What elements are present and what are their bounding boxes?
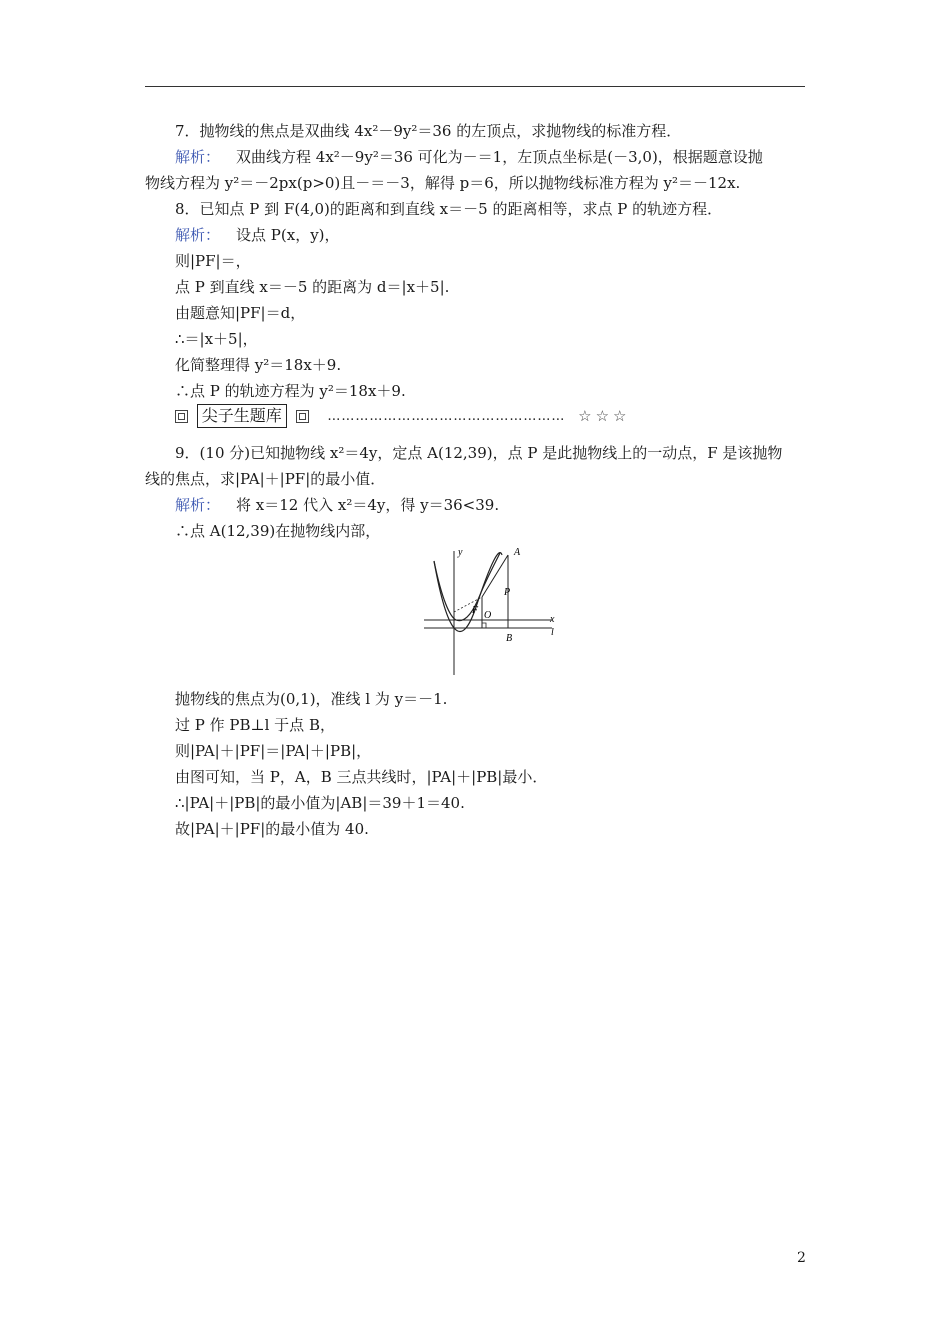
q8-step: 点 P 到直线 x＝－5 的距离为 d＝|x＋5|.	[175, 278, 450, 296]
q8-step: 由题意知|PF|＝d，	[175, 304, 306, 322]
label-y: y	[458, 547, 463, 558]
label-b: B	[506, 633, 513, 644]
label-a: A	[514, 547, 521, 558]
q7-solution-text1: 双曲线方程 4x²－9y²＝36 可化为－＝1，左顶点坐标是(－3,0)，根据题意设抛	[236, 148, 763, 166]
q9-solution-line1	[175, 494, 807, 516]
q9-step: ∴|PA|＋|PB|的最小值为|AB|＝39＋1＝40.	[175, 794, 465, 812]
q9-solution-line2: ∴点 A(12,39)在抛物线内部，	[175, 522, 381, 540]
q9-step: 故|PA|＋|PF|的最小值为 40.	[175, 820, 369, 838]
q8-step: ∴＝|x＋5|，	[175, 330, 258, 348]
q9-step: 由图可知，当 P，A，B 三点共线时，|PA|＋|PB|最小．	[175, 768, 548, 786]
square-icon	[296, 410, 309, 423]
q8-statement: 8．已知点 P 到 F(4,0)的距离和到直线 x＝－5 的距离相等，求点 P 的轨迹方程．	[175, 200, 723, 218]
difficulty-stars: ☆☆☆	[578, 407, 631, 425]
q8-jiexi-label: 解析：	[175, 226, 221, 244]
section-banner	[175, 404, 715, 430]
dotted-leader: ……………………………………………	[327, 408, 566, 424]
q9-statement-line1: 9．(10 分)已知抛物线 x²＝4y，定点 A(12,39)，点 P 是此抛物线上的一动点，F 是该抛物	[175, 444, 783, 462]
square-icon	[175, 410, 188, 423]
label-x: x	[550, 614, 555, 625]
q9-jiexi-label: 解析：	[175, 496, 221, 514]
q8-step: 则|PF|＝，	[175, 252, 251, 270]
right-angle-mark	[482, 623, 486, 628]
label-f: F	[472, 605, 479, 616]
label-o: O	[484, 610, 492, 621]
q9-step: 过 P 作 PB⊥l 于点 B，	[175, 716, 335, 734]
q7-solution-line2: 物线方程为 y²＝－2px(p>0)且－＝－3，解得 p＝6，所以抛物线标准方程为 y²＝－12x.	[145, 174, 741, 192]
q8-step: ∴点 P 的轨迹方程为 y²＝18x＋9.	[175, 382, 406, 400]
page-number: 2	[797, 1250, 806, 1266]
q7-jiexi-label: 解析：	[175, 148, 221, 166]
q7-statement: 7．抛物线的焦点是双曲线 4x²－9y²＝36 的左顶点，求抛物线的标准方程．	[175, 122, 682, 140]
q9-step: 抛物线的焦点为(0,1)，准线 l 为 y＝－1.	[175, 690, 448, 708]
q8-step: 化简整理得 y²＝18x＋9.	[175, 356, 342, 374]
parabola-figure	[424, 545, 564, 680]
q9-step: 则|PA|＋|PF|＝|PA|＋|PB|，	[175, 742, 372, 760]
q9-solution-text1: 将 x＝12 代入 x²＝4y，得 y＝36<39.	[236, 496, 500, 514]
label-p: P	[504, 587, 511, 598]
q8-solution-text1: 设点 P(x，y)，	[236, 226, 340, 244]
label-l: l	[551, 627, 554, 638]
banner-title: 尖子生题库	[197, 404, 287, 428]
header-rule	[145, 86, 805, 87]
q8-solution-line1	[175, 224, 807, 246]
q9-statement-line2: 线的焦点，求|PA|＋|PF|的最小值．	[145, 470, 386, 488]
q7-solution-line1	[175, 146, 807, 168]
